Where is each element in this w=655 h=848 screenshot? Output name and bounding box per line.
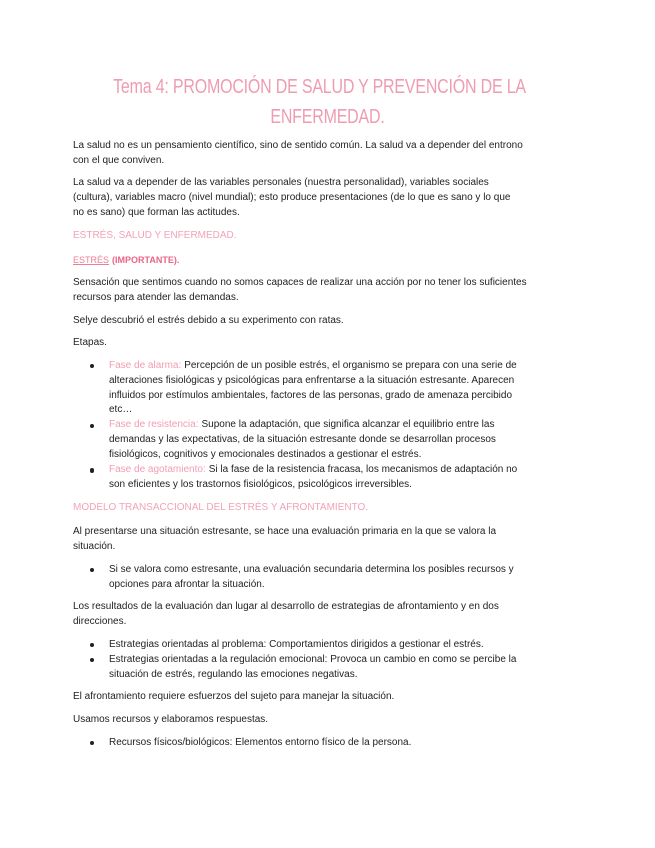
bullet-icon bbox=[90, 568, 94, 572]
text-line bbox=[109, 463, 573, 478]
text-line: (cultura), variables macro (nivel mundial); esto produce presentaciones (de lo que es sano y lo que bbox=[73, 192, 511, 203]
text-line: Sensación que sentimos cuando no somos capaces de realizar una acción por no tener los suficientes bbox=[73, 277, 527, 288]
paragraph bbox=[73, 336, 573, 351]
text-line: direcciones. bbox=[73, 616, 127, 628]
stage-label: Fase de resistencia: bbox=[109, 419, 199, 431]
list-item bbox=[73, 736, 573, 751]
text-line: La salud va a depender de las variables personales (nuestra personalidad), variables sociales bbox=[73, 177, 489, 189]
text-line: opciones para afrontar la situación. bbox=[109, 578, 265, 590]
paragraph bbox=[73, 525, 573, 555]
text-line: La salud no es un pensamiento científico, sino de sentido común. La salud va a depender del entrono bbox=[73, 139, 523, 151]
stage-text: Supone la adaptación, que significa alcanzar el equilibrio entre las bbox=[201, 419, 495, 431]
subheading bbox=[73, 253, 573, 268]
bullet-icon bbox=[90, 643, 94, 647]
text-line: influidos por estímulos ambientales, factores de las personas, grado de amenaza percibido bbox=[109, 389, 513, 401]
text-line: Etapas. bbox=[73, 337, 107, 349]
text-line: Los resultados de la evaluación dan lugar al desarrollo de estrategias de afrontamiento y en dos bbox=[73, 601, 499, 613]
strategies-list bbox=[73, 638, 573, 683]
list-item bbox=[73, 359, 573, 419]
bullet-icon bbox=[90, 741, 94, 745]
text-line: Estrategias orientadas a la regulación emocional: Provoca un cambio en como se percibe la bbox=[109, 653, 517, 665]
paragraph bbox=[73, 314, 573, 329]
paragraph bbox=[73, 139, 573, 169]
title-text: Tema 4: PROMOCIÓN DE SALUD Y PREVENCIÓN DE LA bbox=[113, 76, 526, 98]
paragraph bbox=[73, 600, 573, 630]
text-line bbox=[109, 418, 573, 433]
bullet-icon bbox=[90, 468, 94, 472]
section-heading: ESTRÉS, SALUD Y ENFERMEDAD. bbox=[73, 229, 237, 241]
bullet-icon bbox=[90, 424, 94, 428]
text-line: Selye descubrió el estrés debido a su experimento con ratas. bbox=[73, 314, 344, 326]
text-line: son eficientes y los trastornos fisiológicos, psicológicos irreversibles. bbox=[109, 478, 412, 490]
list-item bbox=[73, 418, 573, 463]
stage-text: Si la fase de la resistencia fracasa, los mecanismos de adaptación no bbox=[208, 464, 518, 476]
paragraph bbox=[73, 690, 573, 705]
text-line: Al presentarse una situación estresante, se hace una evaluación primaria en la que se valora la bbox=[73, 526, 497, 538]
section-heading: MODELO TRANSACCIONAL DEL ESTRÉS Y AFRONTAMIENTO. bbox=[73, 501, 369, 513]
text-line: recursos para atender las demandas. bbox=[73, 291, 239, 303]
text-line: El afrontamiento requiere esfuerzos del sujeto para manejar la situación. bbox=[73, 691, 395, 703]
stages-list bbox=[73, 359, 573, 493]
resources-list bbox=[73, 736, 573, 751]
text-line bbox=[109, 359, 573, 374]
list-item bbox=[73, 638, 573, 653]
text-line: demandas y las expectativas, de la situación estresante donde se desarrollan procesos bbox=[109, 434, 496, 446]
text-line: Si se valora como estresante, una evaluación secundaria determina los posibles recursos y bbox=[109, 563, 514, 575]
title-text: ENFERMEDAD. bbox=[270, 106, 385, 128]
list-item bbox=[73, 563, 573, 593]
list-item bbox=[73, 463, 573, 493]
text-line: Estrategias orientadas al problema: Comportamientos dirigidos a gestionar el estrés. bbox=[109, 638, 484, 650]
text-line: con el que conviven. bbox=[73, 154, 165, 166]
list-item bbox=[73, 653, 573, 683]
subheading-note: (IMPORTANTE). bbox=[112, 255, 180, 266]
text-line: situación de estrés, regulando las emociones negativas. bbox=[109, 668, 358, 680]
text-line: fisiológicos, cognitivos y emocionales destinados a gestionar el estrés. bbox=[109, 449, 422, 461]
paragraph bbox=[73, 176, 573, 221]
text-line: alteraciones fisiológicas y psicológicas para enfrentarse a la situación estresante. Aparecen bbox=[109, 374, 515, 386]
text-line: no es sano) que forman las actitudes. bbox=[73, 206, 240, 218]
paragraph bbox=[73, 713, 573, 728]
subheading-term: ESTRÉS bbox=[73, 255, 110, 266]
document-body bbox=[73, 139, 573, 759]
stage-label: Fase de alarma: bbox=[109, 359, 182, 371]
text-line: Recursos físicos/biológicos: Elementos entorno físico de la persona. bbox=[109, 736, 412, 748]
text-line: situación. bbox=[73, 541, 116, 553]
paragraph bbox=[73, 276, 573, 306]
bullet-icon bbox=[90, 658, 94, 662]
bullet-icon bbox=[90, 364, 94, 368]
text-line: etc… bbox=[109, 404, 133, 416]
text-line: Usamos recursos y elaboramos respuestas. bbox=[73, 713, 269, 725]
stage-label: Fase de agotamiento: bbox=[109, 464, 206, 476]
appraisal-list bbox=[73, 563, 573, 593]
title-line-2 bbox=[0, 103, 655, 133]
stage-text: Percepción de un posible estrés, el organismo se prepara con una serie de bbox=[184, 359, 517, 371]
page-title bbox=[0, 73, 655, 133]
